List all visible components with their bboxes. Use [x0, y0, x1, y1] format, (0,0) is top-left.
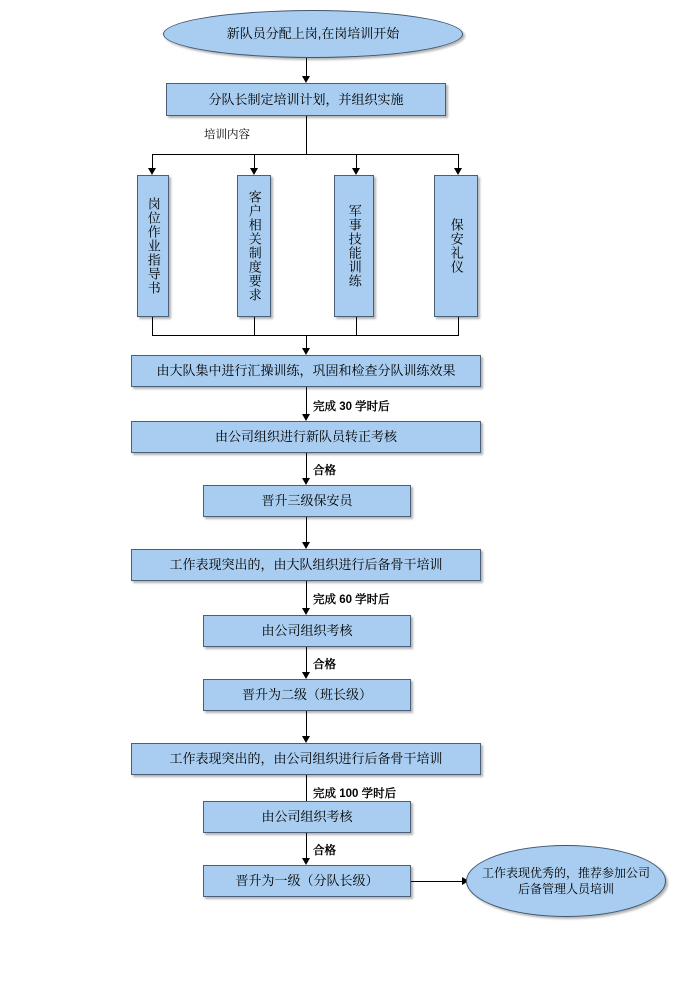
connector-review3-level1	[306, 833, 307, 861]
arrow-item2	[250, 168, 258, 175]
label-training-content: 培训内容	[204, 129, 250, 141]
node-promote-level3	[203, 485, 411, 517]
node-company-review-3	[203, 801, 411, 833]
arrow-level2-outstanding2	[302, 736, 310, 743]
node-company-review-1-label: 由公司组织进行新队员转正考核	[214, 429, 397, 445]
node-plan-label: 分队长制定培训计划，并组织实施	[208, 91, 404, 107]
label-100-hours: 完成 100 学时后	[313, 788, 397, 800]
node-train-item-1	[137, 175, 169, 317]
arrow-review1-level3	[302, 478, 310, 485]
connector-level3-outstanding1	[306, 517, 307, 545]
arrow-item4	[454, 168, 462, 175]
node-company-review-2-label: 由公司组织考核	[261, 623, 353, 639]
node-train-item-4	[434, 175, 478, 317]
node-outstanding-1-label: 工作表现突出的，由大队组织进行后备骨干培训	[169, 557, 443, 573]
node-train-item-2	[237, 175, 271, 317]
node-outstanding-2-label: 工作表现突出的，由公司组织进行后备骨干培训	[169, 751, 443, 767]
node-train-item-4-label: 保安礼仪	[448, 218, 464, 274]
connector-item2-merge	[254, 317, 255, 335]
node-outstanding-2	[131, 743, 481, 775]
node-outstanding-1	[131, 549, 481, 581]
connector-review2-level2	[306, 647, 307, 675]
node-company-review-3-label: 由公司组织考核	[261, 809, 353, 825]
node-start-label: 新队员分配上岗,在岗培训开始	[226, 26, 400, 42]
label-pass-3: 合格	[313, 845, 336, 857]
connector-level1-final	[411, 881, 464, 882]
node-company-review-2	[203, 615, 411, 647]
arrow-review3-level1	[302, 858, 310, 865]
node-final-note-label: 工作表现优秀的，推荐参加公司后备管理人员培训	[481, 865, 650, 896]
arrow-outstanding1-review2	[302, 608, 310, 615]
arrow-review2-level2	[302, 672, 310, 679]
bus-training-top	[152, 154, 459, 155]
node-company-review-1	[131, 421, 481, 453]
label-pass-1: 合格	[313, 465, 336, 477]
node-promote-level1-label: 晋升为一级（分队长级）	[235, 873, 379, 889]
label-30-hours: 完成 30 学时后	[313, 401, 390, 413]
node-train-item-2-label: 客户相关制度要求	[246, 190, 262, 302]
node-brigade-drill	[131, 355, 481, 387]
arrow-start-plan	[302, 76, 310, 83]
arrow-item3	[352, 168, 360, 175]
node-plan	[166, 83, 446, 116]
connector-plan-bus	[306, 116, 307, 154]
node-start	[163, 10, 463, 58]
node-promote-level3-label: 晋升三级保安员	[261, 493, 353, 509]
arrow-item1	[148, 168, 156, 175]
arrow-merge-drill	[302, 348, 310, 355]
node-promote-level2-label: 晋升为二级（班长级）	[241, 687, 372, 703]
arrow-drill-review1	[302, 414, 310, 421]
node-train-item-3-label: 军事技能训练	[346, 204, 362, 288]
node-promote-level2	[203, 679, 411, 711]
node-promote-level1	[203, 865, 411, 897]
node-brigade-drill-label: 由大队集中进行汇操训练，巩固和检查分队训练效果	[156, 363, 456, 379]
connector-item4-merge	[458, 317, 459, 335]
label-60-hours: 完成 60 学时后	[313, 594, 390, 606]
node-train-item-3	[334, 175, 374, 317]
connector-review1-level3	[306, 453, 307, 481]
connector-drill-review1	[306, 387, 307, 417]
label-pass-2: 合格	[313, 659, 336, 671]
arrow-level3-outstanding1	[302, 542, 310, 549]
connector-outstanding1-review2	[306, 581, 307, 611]
node-train-item-1-label: 岗位作业指导书	[145, 197, 161, 295]
connector-item3-merge	[356, 317, 357, 335]
connector-item1-merge	[152, 317, 153, 335]
node-final-note	[466, 845, 666, 917]
connector-level2-outstanding2	[306, 711, 307, 739]
